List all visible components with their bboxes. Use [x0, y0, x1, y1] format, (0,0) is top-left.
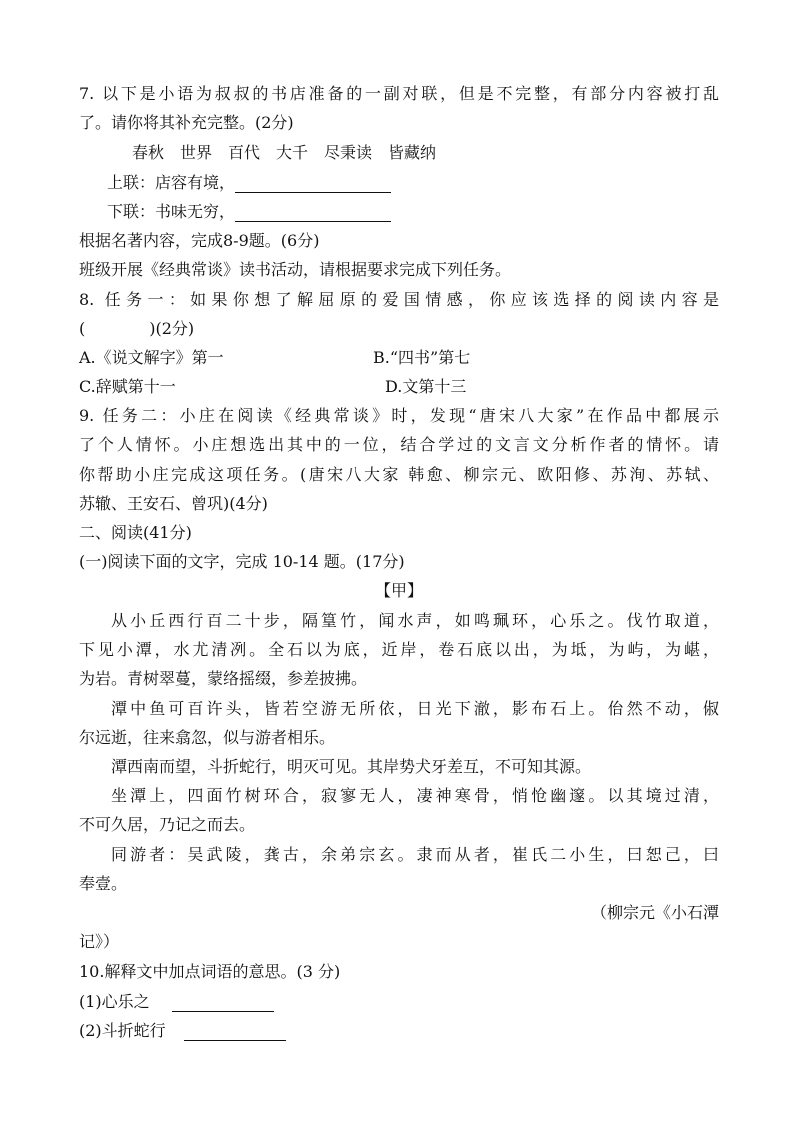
passage-p5-line1: 同游者：吴武陵，龚古，余弟宗玄。隶而从者，崔氏二小生，曰恕己，曰: [111, 845, 719, 864]
q7-line2: 了。请你将其补充完整。(2分): [79, 113, 294, 132]
passage-p1-line3: 为岩。青树翠蔓，蒙络摇缀，参差披拂。: [79, 669, 368, 688]
passage-p1-line2: 下见小潭，水尤清冽。全石以为底，近岸，卷石底以出，为坻，为屿，为嵁，: [79, 640, 719, 659]
passage-label-jia: 【甲】: [374, 581, 423, 600]
passage-p1-line1: 从小丘西行百二十步，隔篁竹，闻水声，如鸣珮环，心乐之。伐竹取道，: [111, 611, 719, 630]
q8-option-d: D.文第十三: [385, 377, 467, 396]
q10-title: 10.解释文中加点词语的意思。(3 分): [79, 962, 341, 981]
q10-item2-blank[interactable]: [184, 1024, 286, 1041]
passage-p2-line1: 潭中鱼可百许头，皆若空游无所依，日光下澈，影布石上。佁然不动，俶: [111, 699, 719, 718]
q7-upper-blank[interactable]: [235, 176, 391, 193]
q7-upper-couplet: [107, 173, 747, 193]
passage-p5-line2: 奉壹。: [79, 874, 128, 893]
intro-line1: 根据名著内容，完成8-9题。(6分): [79, 231, 320, 250]
q10-item1-blank[interactable]: [172, 995, 274, 1012]
q7-lower-label: 下联：书味无穷，: [107, 202, 236, 221]
q10-item1-label: (1)心乐之: [79, 992, 150, 1011]
q8-line2: ( )(2分): [79, 319, 195, 338]
q7-lower-couplet: [107, 202, 747, 222]
passage-source-line1: （柳宗元《小石潭: [590, 903, 719, 922]
q7-word-bank: 春秋 世界 百代 大千 尽秉读 皆藏纳: [132, 143, 437, 162]
passage-p3-line1: 潭西南而望，斗折蛇行，明灭可见。其岸势犬牙差互，不可知其源。: [111, 757, 592, 776]
q7-upper-label: 上联：店容有境，: [107, 173, 236, 192]
q9-line4: 苏辙、王安石、曾巩)(4分): [79, 494, 268, 513]
q10-item2: [79, 1021, 719, 1041]
q9-line3: 你帮助小庄完成这项任务。(唐宋八大家 韩愈、柳宗元、欧阳修、苏洵、苏轼、: [79, 465, 719, 484]
q8-line1: 8. 任务一：如果你想了解屈原的爱国情感，你应该选择的阅读内容是: [79, 290, 719, 309]
q7-line1: 7. 以下是小语为叔叔的书店准备的一副对联，但是不完整，有部分内容被打乱: [79, 84, 719, 103]
intro-line2: 班级开展《经典常谈》读书活动，请根据要求完成下列任务。: [79, 260, 512, 279]
q9-line1: 9. 任务二：小庄在阅读《经典常谈》时，发现“唐宋八大家”在作品中都展示: [79, 406, 719, 425]
section2-title: 二、阅读(41分): [79, 523, 192, 542]
q10-item1: [79, 992, 719, 1012]
section2-subtitle: (一)阅读下面的文字，完成 10-14 题。(17分): [79, 552, 405, 571]
passage-source-line2: 记》）: [79, 932, 120, 951]
passage-p4-line2: 不可久居，乃记之而去。: [79, 815, 256, 834]
passage-p2-line2: 尔远逝，往来翕忽，似与游者相乐。: [79, 728, 336, 747]
q8-option-a: A.《说文解字》第一: [79, 348, 224, 367]
q9-line2: 了个人情怀。小庄想选出其中的一位，结合学过的文言文分析作者的情怀。请: [79, 435, 719, 454]
q10-item2-label: (2)斗折蛇行: [79, 1021, 166, 1040]
q7-lower-blank[interactable]: [235, 205, 391, 222]
q8-option-b: B.“四书”第七: [373, 348, 471, 367]
q8-option-c: C.辞赋第十一: [79, 377, 176, 396]
passage-p4-line1: 坐潭上，四面竹树环合，寂寥无人，凄神寒骨，悄怆幽邃。以其境过清，: [111, 786, 719, 805]
